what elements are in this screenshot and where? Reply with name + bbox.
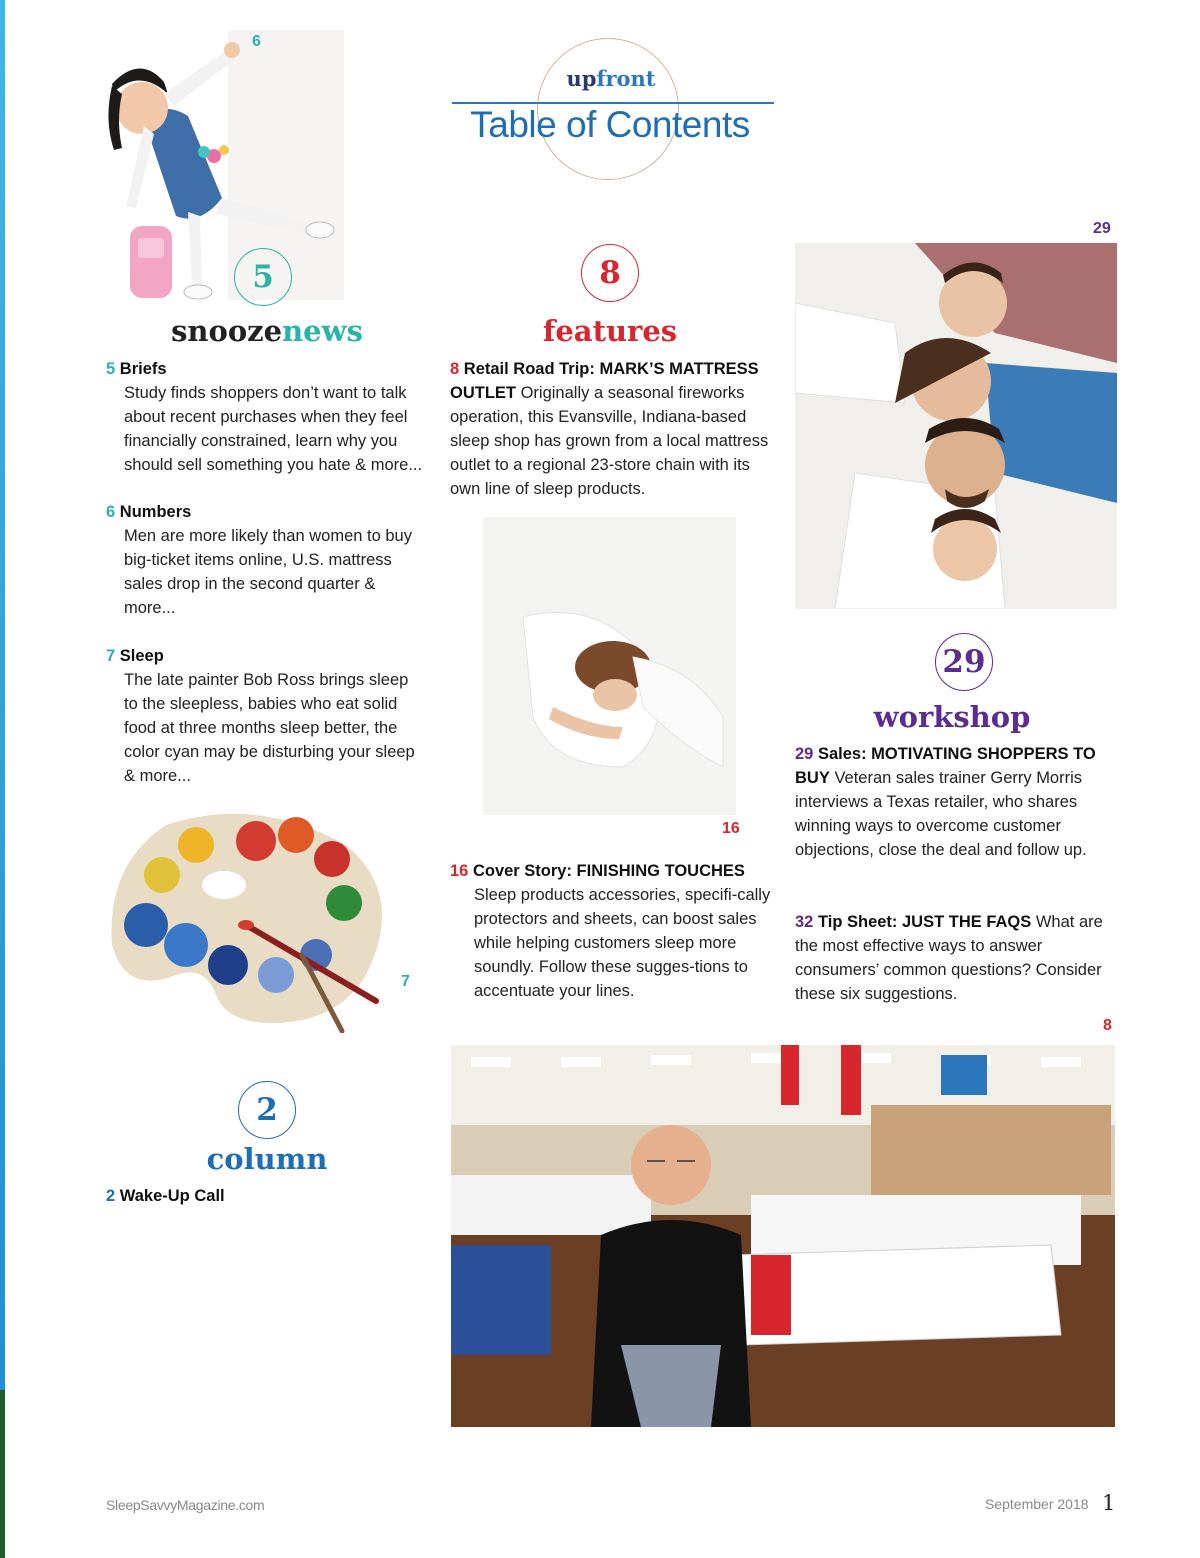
toc-entry[interactable]: 29 Sales: MOTIVATING SHOPPERS TO BUY Veteran sales trainer Gerry Morris interviews a Texas retailer, who shares winning ways to overcome customer objections, close the deal and follow up. <box>795 745 1096 859</box>
features-section-title: features <box>542 314 678 348</box>
workshop-section-title: workshop <box>873 700 1031 734</box>
toc-entry[interactable]: 32 Tip Sheet: JUST THE FAQS What are the most effective ways to answer consumers’ common questions? Consider these six suggestions. <box>795 913 1103 1003</box>
snoozenews-section-title: snoozenews <box>171 314 363 348</box>
workshop-page-badge: 29 <box>935 633 993 691</box>
snoozenews-page-badge: 5 <box>234 248 292 306</box>
entry-description: Study finds shoppers don’t want to talk about recent purchases when they feel financially constrained, learn why you should sell something you hate & more... <box>124 384 423 474</box>
page-number: 1 <box>1102 1491 1116 1515</box>
toc-entry[interactable]: 16 Cover Story: FINISHING TOUCHES Sleep products accessories, specifi-cally protectors and sheets, can boost sales while helping customers sleep more soundly. Follow these sugges-tions to accentuate your lines. <box>450 859 780 1003</box>
column-page-badge: 2 <box>238 1081 296 1139</box>
entry-description: Sleep products accessories, specifi-cally protectors and sheets, can boost sales while helping customers sleep more soundly. Follow these sugges-tions to accentuate your lines. <box>474 886 771 1000</box>
mattress-store-photo <box>451 1045 1115 1427</box>
store-photo-page-number: 8 <box>1103 1017 1112 1034</box>
entry-description: Men are more likely than women to buy big-ticket items online, U.S. mattress sales drop in the second quarter & more... <box>124 527 412 617</box>
edge-color-strip <box>0 0 5 1390</box>
toc-entry[interactable]: 5 Briefs Study finds shoppers don’t want to talk about recent purchases when they feel financially constrained, learn why you should sell something you hate & more... <box>106 357 426 477</box>
entry-description: What are the most effective ways to answer consumers’ common questions? Consider these six suggestions. <box>795 913 1103 1003</box>
girl-photo-page-number: 6 <box>252 33 261 50</box>
features-page-badge: 8 <box>581 244 639 302</box>
toc-entry[interactable]: 8 Retail Road Trip: MARK’S MATTRESS OUTLET Originally a seasonal fireworks operation, this Evansville, Indiana-based sleep shop has grown from a local mattress outlet to a regional 23-store chain with its own line of sleep products. <box>450 360 769 498</box>
girl-photo <box>104 30 344 300</box>
column-section-title: column <box>206 1142 328 1176</box>
entry-description: The late painter Bob Ross brings sleep to the sleepless, babies who eat solid food at three months sleep better, the color cyan may be disturbing your sleep & more... <box>124 671 415 785</box>
toc-entry[interactable]: 6 Numbers Men are more likely than women to buy big-ticket items online, U.S. mattress sales drop in the second quarter & more... <box>106 500 426 620</box>
page-title: Table of Contents <box>470 104 750 145</box>
entry-description: Originally a seasonal fireworks operation, this Evansville, Indiana-based sleep shop has grown from a local mattress outlet to a regional 23-store chain with its own line of sleep products. <box>450 384 769 498</box>
footer-site: SleepSavvyMagazine.com <box>106 1497 265 1513</box>
edge-color-strip-bottom <box>0 1390 5 1558</box>
sleeper-photo-page-number: 16 <box>722 820 740 837</box>
toc-entry[interactable]: 7 Sleep The late painter Bob Ross brings sleep to the sleepless, babies who eat solid food at three months sleep better, the color cyan may be disturbing your sleep & more... <box>106 644 426 788</box>
entry-description: Veteran sales trainer Gerry Morris interviews a Texas retailer, who shares winning ways to overcome customer objections, close the deal and follow up. <box>795 769 1087 859</box>
family-photo-page-number: 29 <box>1093 220 1111 237</box>
family-photo <box>795 243 1117 609</box>
sleeping-woman-photo <box>483 517 736 815</box>
palette-page-number: 7 <box>401 973 410 990</box>
paint-palette-illustration <box>106 805 396 1033</box>
footer-date: September 2018 <box>985 1496 1089 1512</box>
section-kicker: upfront <box>566 66 656 91</box>
toc-entry[interactable]: 2 Wake-Up Call <box>106 1187 225 1205</box>
